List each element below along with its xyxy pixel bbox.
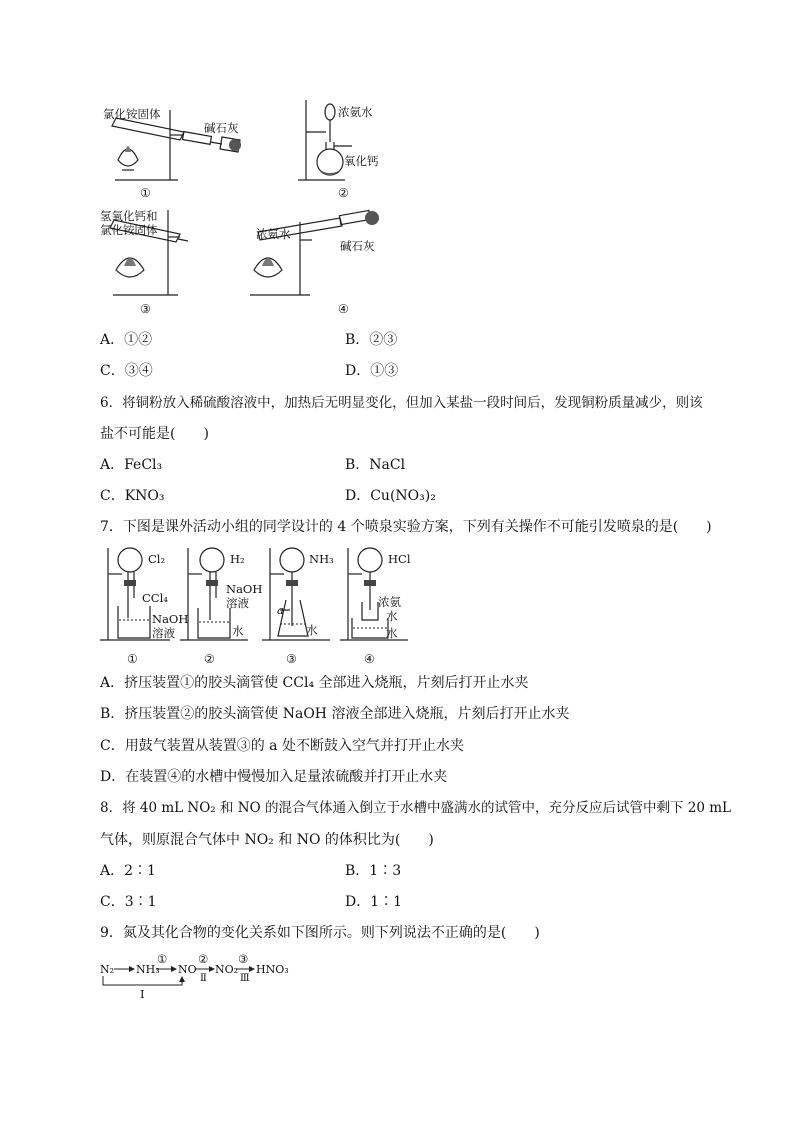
setup-number-4: ④	[338, 302, 349, 316]
q5-option-c: C．③④	[100, 363, 153, 379]
q8-stem-line2: 气体，则原混合气体中 NO₂ 和 NO 的体积比为( )	[100, 832, 434, 848]
scheme-roman-3: Ⅲ	[240, 973, 250, 984]
q8-option-c: C．3∶1	[100, 894, 157, 910]
scheme-step-3: ③	[238, 952, 249, 966]
label-nh4cl-solid: 氯化铵固体	[103, 107, 161, 121]
scheme-no: NO	[178, 963, 197, 976]
fountain-number-2: ②	[204, 652, 215, 666]
scheme-nh3: NH₃	[136, 963, 160, 976]
label-h2: H₂	[230, 552, 245, 566]
q8-option-d: D．1∶1	[345, 894, 403, 910]
ammonia-setups-drawing	[0, 0, 794, 320]
scheme-roman-2: Ⅱ	[200, 973, 207, 984]
label-conc-ammonia-4: 浓氨水	[256, 227, 291, 241]
label-soda-lime-4: 碱石灰	[340, 239, 375, 253]
q6-option-b: B．NaCl	[345, 457, 406, 473]
q9-stem: 9．氮及其化合物的变化关系如下图所示。则下列说法不正确的是( )	[100, 925, 540, 941]
scheme-step-2: ②	[198, 952, 209, 966]
label-conc-ammonia-b: 水	[386, 609, 398, 623]
label-naoh-2b: 溶液	[226, 596, 249, 610]
label-hcl: HCl	[388, 552, 411, 566]
label-naoh-2a: NaOH	[226, 582, 263, 596]
q8-stem-line1: 8．将 40 mL NO₂ 和 NO 的混合气体通入倒立于水槽中盛满水的试管中，充分反应后试管中剩下 20 mL	[100, 800, 731, 816]
fountain-number-4: ④	[364, 652, 375, 666]
q6-option-c: C．KNO₃	[100, 488, 165, 504]
q5-option-b: B．②③	[345, 332, 398, 348]
scheme-no2: NO₂	[215, 963, 239, 976]
scheme-n2: N₂	[100, 963, 115, 976]
q7-option-b: B．挤压装置②的胶头滴管使 NaOH 溶液全部进入烧瓶，片刻后打开止水夹	[100, 706, 570, 722]
scheme-step-1: ①	[157, 952, 168, 966]
label-caoh2-nh4cl-line2: 氯化铵固体	[100, 223, 158, 237]
q7-stem: 7．下图是课外活动小组的同学设计的 4 个喷泉实验方案，下列有关操作不可能引发喷泉的是( )	[100, 519, 712, 535]
label-a-mark: a	[277, 603, 284, 617]
scheme-roman-1: Ⅰ	[140, 987, 145, 1001]
q5-option-a: A．①②	[100, 332, 153, 348]
label-water-4: 水	[386, 626, 398, 640]
setup-number-2: ②	[338, 186, 349, 200]
label-ccl4: CCl₄	[142, 591, 168, 605]
q8-option-a: A．2∶1	[100, 863, 156, 879]
label-naoh-1b: 溶液	[152, 626, 175, 640]
scheme-arrows-drawing	[0, 950, 794, 1010]
q6-stem-line1: 6．将铜粉放入稀硫酸溶液中，加热后无明显变化，但加入某盐一段时间后，发现铜粉质量减少，则该	[100, 395, 703, 411]
q7-option-a: A．挤压装置①的胶头滴管使 CCl₄ 全部进入烧瓶，片刻后打开止水夹	[100, 675, 529, 691]
label-caoh2-nh4cl-line1: 氢氧化钙和	[100, 209, 158, 223]
q7-option-d: D．在装置④的水槽中慢慢加入足量浓硫酸并打开止水夹	[100, 769, 448, 785]
fountain-number-3: ③	[286, 652, 297, 666]
setup-number-3: ③	[140, 302, 151, 316]
q5-option-d: D．①③	[345, 363, 399, 379]
q6-option-a: A．FeCl₃	[100, 457, 163, 473]
fountain-number-1: ①	[127, 652, 138, 666]
q8-option-b: B．1∶3	[345, 863, 402, 879]
scheme-hno3: HNO₃	[256, 963, 289, 976]
label-nh3: NH₃	[309, 552, 334, 566]
q7-option-c: C．用鼓气装置从装置③的 a 处不断鼓入空气并打开止水夹	[100, 738, 464, 754]
label-conc-ammonia-2: 浓氨水	[338, 105, 373, 119]
label-soda-lime-1: 碱石灰	[204, 121, 239, 135]
q6-stem-line2: 盐不可能是( )	[100, 426, 209, 442]
q6-option-d: D．Cu(NO₃)₂	[345, 488, 436, 504]
label-cl2: Cl₂	[148, 552, 166, 566]
label-water-2: 水	[232, 624, 244, 638]
label-naoh-1a: NaOH	[152, 612, 189, 626]
label-water-3: 水	[306, 623, 318, 637]
label-cao-2: 氧化钙	[344, 154, 379, 168]
setup-number-1: ①	[140, 186, 151, 200]
label-conc-ammonia-a: 浓氨	[378, 595, 401, 609]
